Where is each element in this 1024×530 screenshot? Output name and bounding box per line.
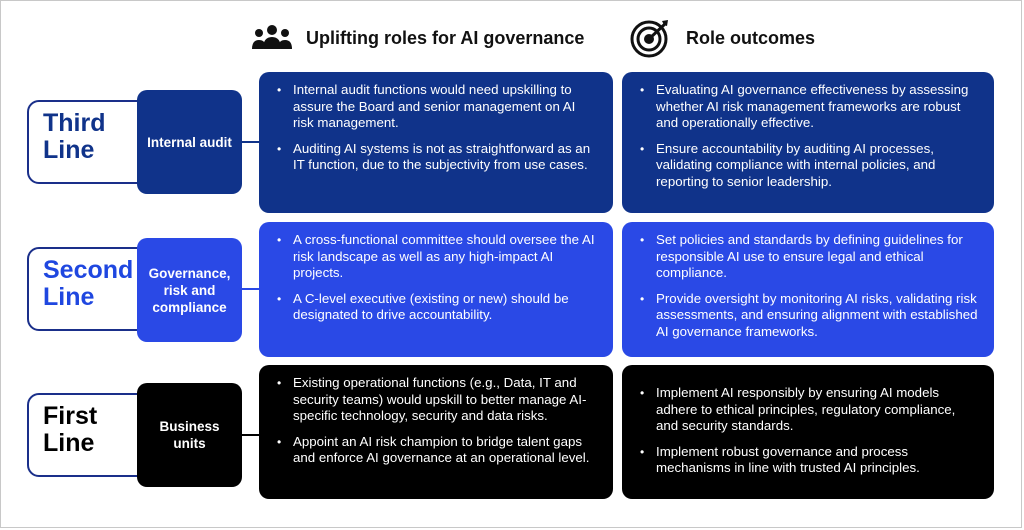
first-line-connector — [242, 434, 260, 436]
header-left-text: Uplifting roles for AI governance — [306, 27, 585, 48]
second-line-uplift-panel — [259, 222, 613, 357]
second-line-connector — [242, 288, 260, 290]
header-right-text: Role outcomes — [686, 27, 816, 48]
header-role-outcomes — [630, 18, 815, 58]
third-uplift-bullet: • Internal audit functions would need upskilling to assure the Board and senior management on AI risk management. — [271, 82, 599, 132]
second-outcome-bullet: • Provide oversight by monitoring AI risks, validating risk assessments, and ensuring alignment with established AI governance frameworks. — [634, 291, 980, 341]
third-outcome-bullet: • Ensure accountability by auditing AI processes, validating compliance with internal policies, and reporting to senior leadership. — [634, 141, 980, 191]
role-governance-risk-compliance: Governance, risk and compliance — [137, 238, 242, 342]
first-uplift-bullet: • Existing operational functions (e.g., Data, IT and security teams) would upskill to better manage AI-specific technology, security and data risks. — [271, 375, 599, 425]
first-outcome-bullet: • Implement robust governance and process mechanisms in line with trusted AI principles. — [634, 444, 980, 477]
third-uplift-bullet: • Auditing AI systems is not as straightforward as an IT function, due to the subjectivity from use cases. — [271, 141, 599, 174]
second-uplift-bullet: • A cross-functional committee should oversee the AI risk landscape as well as any high-impact AI projects. — [271, 232, 599, 282]
people-group-icon — [252, 23, 292, 53]
role-internal-audit: Internal audit — [137, 90, 242, 194]
third-line-connector — [242, 141, 260, 143]
second-line-label: Second Line — [43, 256, 134, 311]
header-uplifting-roles — [252, 18, 584, 58]
first-line-label: First Line — [43, 402, 98, 457]
second-outcome-bullet: • Set policies and standards by defining guidelines for responsible AI use to ensure legal and ethical compliance. — [634, 232, 980, 282]
third-line-uplift-panel — [259, 72, 613, 213]
third-line-outcomes-panel — [622, 72, 994, 213]
first-outcome-bullet: • Implement AI responsibly by ensuring AI models adhere to ethical principles, regulatory compliance, and security standards. — [634, 385, 980, 435]
third-line-label: Third Line — [43, 109, 106, 164]
first-line-uplift-panel — [259, 365, 613, 499]
first-uplift-bullet: • Appoint an AI risk champion to bridge talent gaps and enforce AI governance at an operational level. — [271, 434, 599, 467]
second-uplift-bullet: • A C-level executive (existing or new) should be designated to drive accountability. — [271, 291, 599, 324]
second-line-outcomes-panel — [622, 222, 994, 357]
first-line-outcomes-panel — [622, 365, 994, 499]
target-icon — [630, 18, 672, 58]
role-business-units: Business units — [137, 383, 242, 487]
third-outcome-bullet: • Evaluating AI governance effectiveness by assessing whether AI risk management frameworks are robust and operationally effective. — [634, 82, 980, 132]
